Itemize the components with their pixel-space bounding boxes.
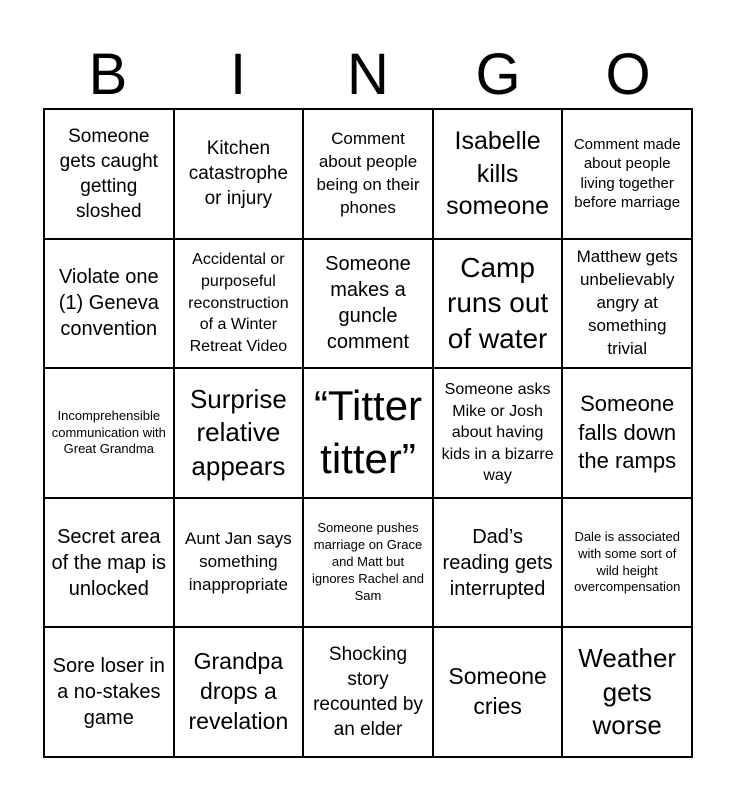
cell-text: Dad’s reading gets interrupted (442, 525, 553, 600)
cell-text: Kitchen catastrophe or injury (188, 138, 289, 210)
header-letter-i: I (229, 42, 247, 107)
bingo-cell-5-5[interactable] (562, 627, 692, 757)
bingo-cell-2-4[interactable] (433, 239, 563, 369)
header-letter-o: O (605, 42, 651, 107)
bingo-cell-3-2[interactable] (174, 368, 304, 498)
bingo-cell-2-1[interactable] (44, 239, 174, 369)
bingo-cell-2-5[interactable] (562, 239, 692, 369)
bingo-cell-1-5[interactable] (562, 109, 692, 239)
bingo-cell-1-3[interactable] (303, 109, 433, 239)
bingo-cell-3-1[interactable] (44, 368, 174, 498)
cell-text: Dale is associated with some sort of wild height overcompensation (574, 528, 681, 595)
cell-text: Someone asks Mike or Josh about having kids in a bizarre way (441, 381, 554, 485)
cell-text: Incomprehensible communication with Great Grandma (51, 407, 166, 457)
bingo-cell-3-4[interactable] (433, 368, 563, 498)
bingo-cell-4-2[interactable] (174, 498, 304, 628)
cell-text: Comment about people being on their phones (316, 128, 420, 217)
cell-text: Sore loser in a no-stakes game (52, 655, 165, 730)
header-letter-n: N (347, 42, 389, 107)
header-letter-g: G (475, 42, 521, 107)
cell-text: “Titter titter” (313, 382, 423, 482)
bingo-cell-3-5[interactable] (562, 368, 692, 498)
cell-text: Someone falls down the ramps (578, 391, 677, 474)
bingo-cell-4-4[interactable] (433, 498, 563, 628)
bingo-cell-1-4[interactable] (433, 109, 563, 239)
cell-text: Someone makes a guncle comment (325, 253, 411, 354)
cell-text: Grandpa drops a revelation (188, 648, 289, 735)
cell-text: Accidental or purposeful reconstruction of a Winter Retreat Video (188, 251, 289, 355)
cell-text: Shocking story recounted by an elder (313, 644, 423, 741)
bingo-cell-1-1[interactable] (44, 109, 174, 239)
cell-text: Someone cries (448, 663, 547, 720)
bingo-cell-2-2[interactable] (174, 239, 304, 369)
bingo-cell-4-3[interactable] (303, 498, 433, 628)
cell-text: Isabelle kills someone (446, 127, 550, 221)
bingo-cell-4-1[interactable] (44, 498, 174, 628)
bingo-cell-3-3[interactable] (303, 368, 433, 498)
cell-text: Weather gets worse (578, 643, 677, 740)
bingo-cell-5-3[interactable] (303, 627, 433, 757)
bingo-cell-4-5[interactable] (562, 498, 692, 628)
cell-text: Someone gets caught getting sloshed (59, 125, 158, 222)
cell-text: Violate one (1) Geneva convention (58, 266, 159, 341)
bingo-cell-2-3[interactable] (303, 239, 433, 369)
bingo-cell-5-4[interactable] (433, 627, 563, 757)
bingo-grid (43, 108, 693, 758)
bingo-cell-5-1[interactable] (44, 627, 174, 757)
cell-text: Surprise relative appears (189, 384, 287, 481)
bingo-cell-5-2[interactable] (174, 627, 304, 757)
cell-text: Matthew gets unbelievably angry at something trivial (576, 247, 678, 358)
bingo-cell-1-2[interactable] (174, 109, 304, 239)
cell-text: Aunt Jan says something inappropriate (185, 529, 292, 595)
cell-text: Someone pushes marriage on Grace and Matt but ignores Rachel and Sam (311, 520, 424, 603)
bingo-header (43, 40, 693, 110)
cell-text: Camp runs out of water (447, 251, 549, 355)
header-letter-b: B (88, 42, 128, 107)
cell-text: Comment made about people living together before marriage (573, 135, 681, 212)
cell-text: Secret area of the map is unlocked (51, 525, 167, 600)
